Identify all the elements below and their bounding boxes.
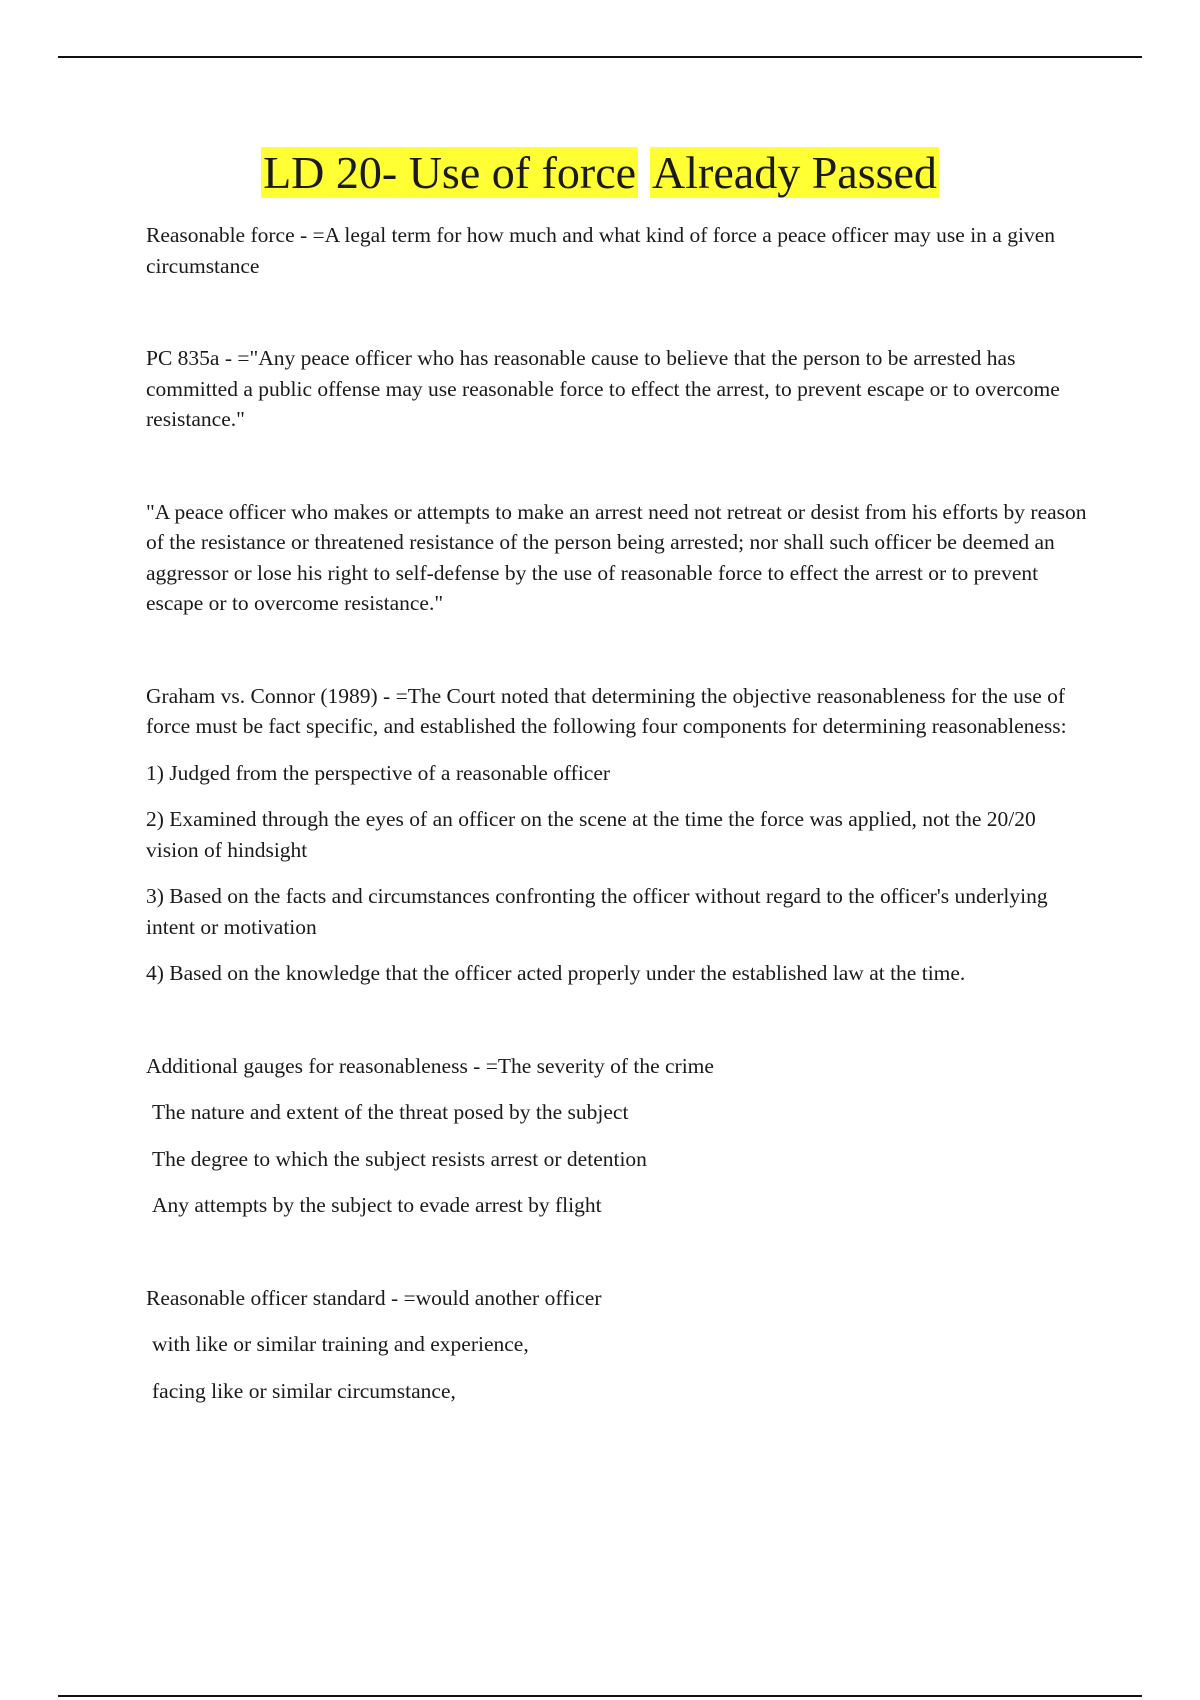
document-body	[146, 220, 1091, 1406]
entry-text: Reasonable force - =A legal term for how much and what kind of force a peace officer may use in a given circumstance	[146, 223, 1055, 278]
list-item: Any attempts by the subject to evade arrest by flight	[152, 1193, 602, 1217]
title-suffix: Already Passed	[652, 147, 937, 198]
entry-text: Reasonable officer standard - =would another officer	[146, 1285, 602, 1310]
list-item: The degree to which the subject resists arrest or detention	[152, 1146, 647, 1171]
list-item: facing like or similar circumstance,	[152, 1378, 456, 1403]
title-main: LD 20- Use of force	[263, 147, 637, 198]
top-rule	[58, 56, 1142, 58]
page-title	[0, 144, 1200, 202]
list-item: with like or similar training and experience,	[152, 1332, 529, 1356]
list-item: 4) Based on the knowledge that the officer acted properly under the established law at the time.	[146, 961, 966, 985]
entry-pc-835a	[146, 343, 1091, 435]
entry-reasonable-officer-standard	[146, 1283, 1091, 1407]
list-item: The nature and extent of the threat posed by the subject	[152, 1100, 629, 1124]
entry-text: PC 835a - ="Any peace officer who has reasonable cause to believe that the person to be arrested has committed a public offense may use reasonable force to effect the arrest, to prevent escape or to overcome resistance."	[146, 346, 1060, 431]
entry-text: "A peace officer who makes or attempts to make an arrest need not retreat or desist from his efforts by reason of the resistance or threatened resistance of the person being arrested; nor shall such officer be deemed an aggressor or lose his right to self-defense by the use of reasonable force to effect the arrest or to prevent escape or to overcome resistance."	[146, 499, 1087, 615]
entry-text: Additional gauges for reasonableness - =The severity of the crime	[146, 1053, 714, 1078]
bottom-rule	[58, 1695, 1142, 1697]
list-item: 1) Judged from the perspective of a reasonable officer	[146, 760, 611, 785]
entry-reasonable-force	[146, 220, 1091, 281]
entry-peace-officer-quote	[146, 497, 1091, 619]
entry-graham-vs-connor	[146, 681, 1091, 989]
list-item: 3) Based on the facts and circumstances confronting the officer without regard to the officer's underlying intent or motivation	[146, 884, 1048, 939]
entry-additional-gauges	[146, 1051, 1091, 1221]
entry-text: Graham vs. Connor (1989) - =The Court noted that determining the objective reasonableness for the use of force must be fact specific, and established the following four components for determining reasonableness:	[146, 683, 1067, 738]
list-item: 2) Examined through the eyes of an officer on the scene at the time the force was applied, not the 20/20 vision of hindsight	[146, 807, 1036, 862]
